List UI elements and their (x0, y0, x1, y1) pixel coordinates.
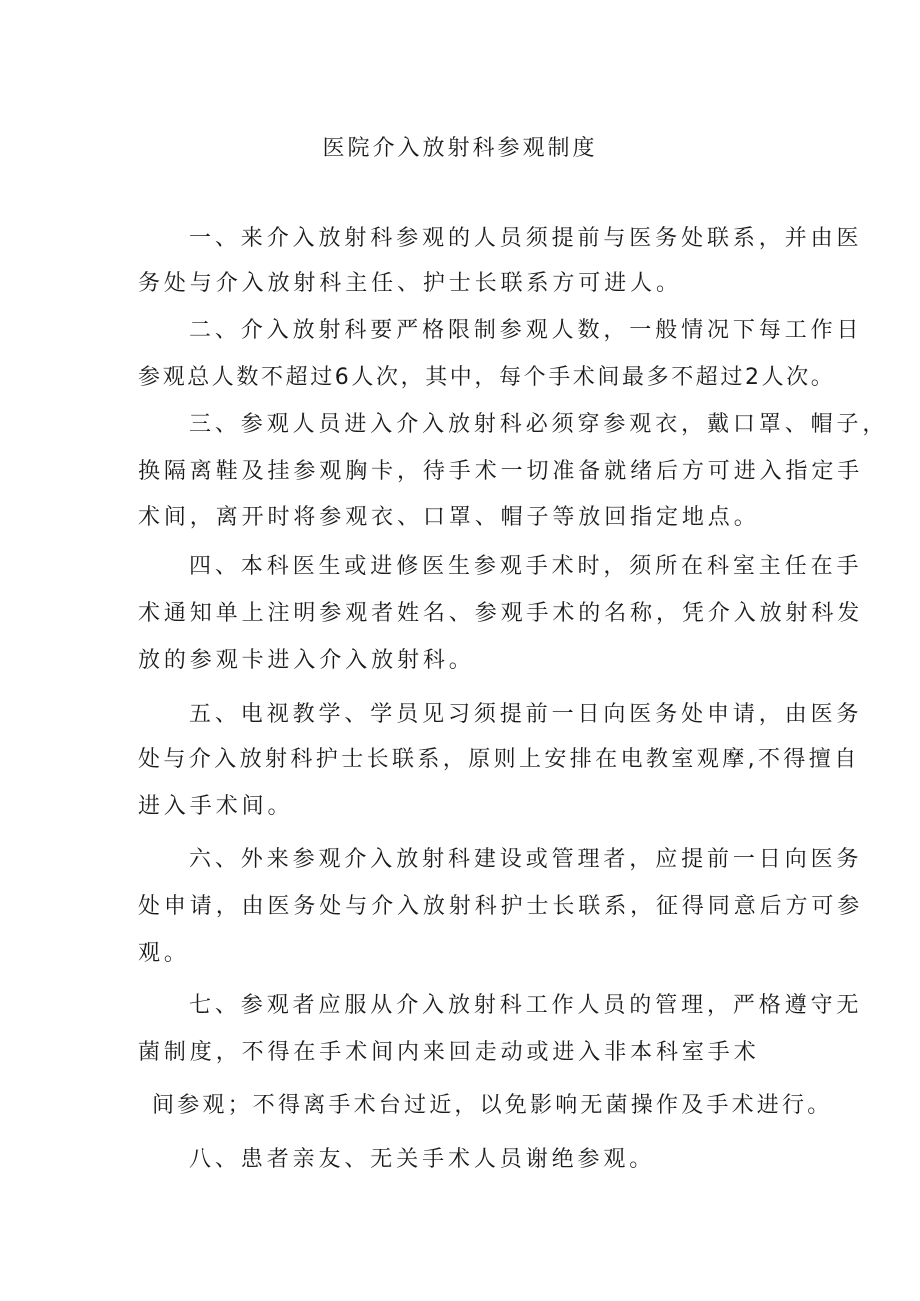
paragraph-3-line-3: 术间，离开时将参观衣、口罩、帽子等放回指定地点。 (138, 505, 760, 530)
paragraph-4-line-1: 四、本科医生或进修医生参观手术时，须所在科室主任在手 (189, 554, 863, 579)
paragraph-1-line-2: 务处与介入放射科主任、护士长联系方可进人。 (138, 271, 682, 296)
paragraph-6-line-2: 处申请，由医务处与介入放射科护士长联系，征得同意后方可参 (138, 894, 864, 919)
paragraph-3-line-1: 三、参观人员进入介入放射科必须穿参观衣，戴口罩、帽子， (189, 412, 889, 437)
paragraph-6-line-1: 六、外来参观介入放射科建设或管理者，应提前一日向医务 (189, 847, 863, 872)
paragraph-7-line-1: 七、参观者应服从介入放射科工作人员的管理，严格遵守无 (189, 993, 863, 1018)
paragraph-5-line-3: 进入手术间。 (138, 794, 294, 819)
paragraph-5-line-2: 处与介入放射科护士长联系，原则上安排在电教室观摩,不得擅自 (138, 747, 860, 772)
paragraph-4-line-3: 放的参观卡进入介入放射科。 (138, 648, 475, 673)
paragraph-2-line-1: 二、介入放射科要严格限制参观人数，一般情况下每工作日 (189, 318, 863, 343)
paragraph-6-line-3: 观。 (138, 941, 190, 966)
document-title: 医院介入放射科参观制度 (322, 136, 598, 161)
paragraph-7-line-3: 间参观；不得离手术台过近，以免影响无菌操作及手术进行。 (152, 1093, 833, 1118)
paragraph-3-line-2: 换隔离鞋及挂参观胸卡，待手术一切准备就绪后方可进入指定手 (138, 459, 864, 484)
paragraph-1-line-1: 一、来介入放射科参观的人员须提前与医务处联系，并由医 (189, 226, 863, 251)
paragraph-7-line-2: 菌制度，不得在手术间内来回走动或进入非本科室手术 (138, 1040, 760, 1065)
paragraph-4-line-2: 术通知单上注明参观者姓名、参观手术的名称，凭介入放射科发 (138, 601, 864, 626)
paragraph-8-line-1: 八、患者亲友、无关手术人员谢绝参观。 (189, 1147, 656, 1172)
paragraph-2-line-2: 参观总人数不超过6人次，其中，每个手术间最多不超过2人次。 (138, 365, 836, 390)
paragraph-5-line-1: 五、电视教学、学员见习须提前一日向医务处申请，由医务 (189, 702, 863, 727)
